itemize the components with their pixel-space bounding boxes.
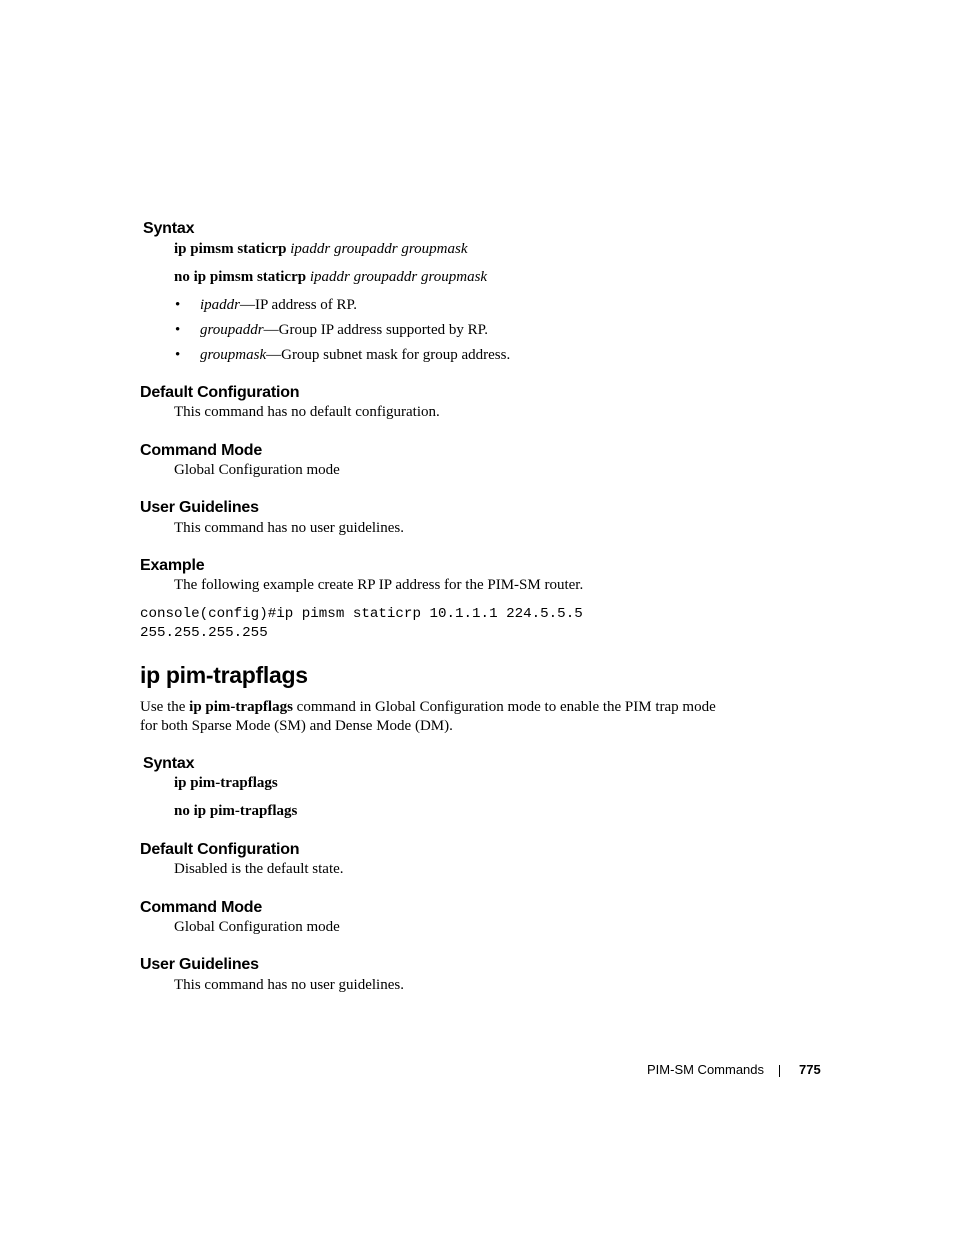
syntax-heading: Syntax	[143, 220, 195, 237]
default-config-heading: Default Configuration	[140, 841, 300, 858]
param-name: groupaddr	[200, 322, 264, 338]
bullet-icon: •	[175, 297, 181, 313]
default-config-heading: Default Configuration	[140, 384, 300, 401]
bullet-icon: •	[175, 347, 181, 363]
param-name: ipaddr	[200, 297, 241, 313]
param-desc: —Group subnet mask for group address.	[266, 347, 511, 363]
example-text: The following example create RP IP address for the PIM-SM router.	[174, 577, 584, 593]
footer-chapter: PIM-SM Commands	[647, 1062, 765, 1077]
user-guidelines-text: This command has no user guidelines.	[174, 977, 404, 993]
syntax-no-command	[174, 269, 487, 286]
syntax-no-command: no ip pim-trapflags	[174, 803, 298, 819]
page-number: 775	[799, 1062, 821, 1077]
syntax-command: ip pim-trapflags	[174, 775, 278, 791]
command-title: ip pim-trapflags	[140, 662, 308, 688]
user-guidelines-text: This command has no user guidelines.	[174, 520, 404, 536]
command-arguments: ipaddr groupaddr groupmask	[290, 241, 468, 257]
code-example-line: 255.255.255.255	[140, 625, 268, 641]
intro-text: Use the	[140, 699, 190, 715]
example-heading: Example	[140, 557, 205, 574]
user-guidelines-heading: User Guidelines	[140, 499, 259, 516]
default-config-text: This command has no default configuration.	[174, 404, 440, 420]
command-mode-heading: Command Mode	[140, 442, 263, 459]
param-item	[200, 322, 488, 339]
command-keyword: ip pimsm staticrp	[174, 241, 291, 257]
param-name: groupmask	[200, 347, 267, 363]
intro-paragraph-line: for both Sparse Mode (SM) and Dense Mode (DM).	[140, 718, 453, 734]
intro-command: ip pim-trapflags	[189, 699, 293, 715]
syntax-command	[174, 241, 467, 258]
command-keyword: no ip pimsm staticrp	[174, 269, 310, 285]
command-mode-heading: Command Mode	[140, 899, 263, 916]
intro-paragraph-line	[140, 699, 716, 716]
footer-separator	[779, 1065, 780, 1077]
param-item	[200, 297, 357, 314]
syntax-heading: Syntax	[143, 755, 195, 772]
param-desc: —Group IP address supported by RP.	[263, 322, 489, 338]
code-example-line: console(config)#ip pimsm staticrp 10.1.1.1 224.5.5.5	[140, 606, 583, 622]
intro-text: command in Global Configuration mode to enable the PIM trap mode	[292, 699, 716, 715]
command-mode-text: Global Configuration mode	[174, 462, 340, 478]
param-item	[200, 347, 510, 364]
user-guidelines-heading: User Guidelines	[140, 956, 259, 973]
command-mode-text: Global Configuration mode	[174, 919, 340, 935]
default-config-text: Disabled is the default state.	[174, 861, 344, 877]
bullet-icon: •	[175, 322, 181, 338]
param-desc: —IP address of RP.	[240, 297, 357, 313]
command-arguments: ipaddr groupaddr groupmask	[309, 269, 488, 285]
